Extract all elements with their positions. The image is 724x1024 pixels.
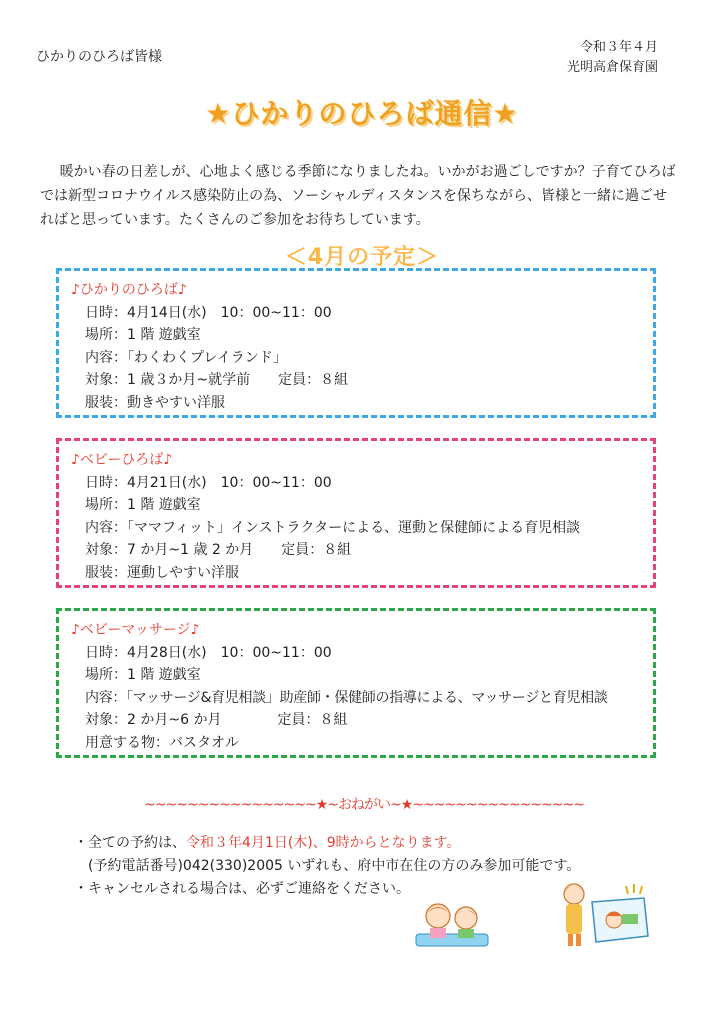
event-target: 対象：2 か月~6 か月 — [85, 712, 222, 729]
reservation-note — [74, 832, 580, 855]
event-box-baby-massage — [56, 608, 656, 758]
event-date: 日時：4月28日(水) 10：00~11：00 — [85, 644, 332, 661]
event-date: 日時：4月21日(水) 10：00~11：00 — [85, 474, 332, 491]
event-content: 内容：「マッサージ&育児相談」助産師・保健師の指導による、マッサージと育児相談 — [85, 689, 608, 706]
event-target-row — [71, 369, 639, 392]
cancel-note: ・キャンセルされる場合は、必ずご連絡をください。 — [74, 881, 410, 897]
reservation-date: 令和３年4月1日(木)、9時からとなります。 — [186, 835, 461, 851]
organization-name: 光明高倉保育園 — [566, 60, 658, 75]
addressee: ひかりのひろば皆様 — [36, 49, 162, 65]
event-extra: 用意する物：バスタオル — [85, 734, 239, 751]
schedule-header: ＜4月の予定＞ — [284, 245, 440, 270]
event-target: 対象：7 か月~1 歳 2 か月 — [85, 542, 254, 559]
event-target-row — [71, 539, 639, 562]
event-content: 内容：「ママフィット」インストラクターによる、運動と保健師による育児相談 — [85, 519, 581, 536]
event-target-row — [71, 709, 639, 732]
event-capacity: 定員：８組 — [281, 542, 352, 559]
event-box-hikari — [56, 268, 656, 418]
event-target: 対象：1 歳３か月~就学前 — [85, 372, 251, 389]
children-illustration — [414, 898, 490, 954]
issue-info — [567, 38, 658, 78]
event-place: 場所：1 階 遊戯室 — [85, 327, 201, 344]
event-extra: 服装：動きやすい洋服 — [85, 394, 225, 411]
issue-date: 令和３年４月 — [579, 40, 658, 55]
event-box-baby-hiroba — [56, 438, 656, 588]
event-capacity: 定員：８組 — [277, 712, 348, 729]
event-name: ♪ベビーマッサージ♪ — [71, 622, 200, 638]
event-place: 場所：1 階 遊戯室 — [85, 497, 201, 514]
mother-child-illustration — [556, 880, 652, 950]
event-place: 場所：1 階 遊戯室 — [85, 667, 201, 684]
phone-note: (予約電話番号)042(330)2005 いずれも、府中市在住の方のみ参加可能です。 — [88, 858, 581, 874]
event-extra: 服装：運動しやすい洋服 — [85, 564, 239, 581]
event-date: 日時：4月14日(水) 10：00~11：00 — [85, 304, 332, 321]
event-capacity: 定員：８組 — [278, 372, 349, 389]
reservation-prefix: ・全ての予約は、 — [74, 835, 186, 851]
event-name: ♪ひかりのひろば♪ — [71, 282, 187, 298]
title-text: ひかりのひろば通信 — [231, 97, 493, 130]
intro-paragraph: 暖かい春の日差しが、心地よく感じる季節になりましたね。いかがお過ごしですか？子育てひろばでは新型コロナウイルス感染防止の為、ソーシャルディスタンスを保ちながら、皆様と一緒に過ごせればと思っています。たくさんのご参加をお待ちしています。 — [40, 164, 676, 228]
star-icon: ★ — [492, 97, 519, 130]
request-divider: ~~~~~~~~~~~~~~~~★~おねがい~★~~~~~~~~~~~~~~~~ — [144, 797, 584, 813]
event-content: 内容：「わくわくプレイランド」 — [85, 349, 287, 366]
event-name: ♪ベビーひろば♪ — [71, 452, 173, 468]
request-notes — [74, 832, 580, 901]
star-icon: ★ — [205, 97, 232, 130]
newsletter-title — [0, 92, 724, 132]
